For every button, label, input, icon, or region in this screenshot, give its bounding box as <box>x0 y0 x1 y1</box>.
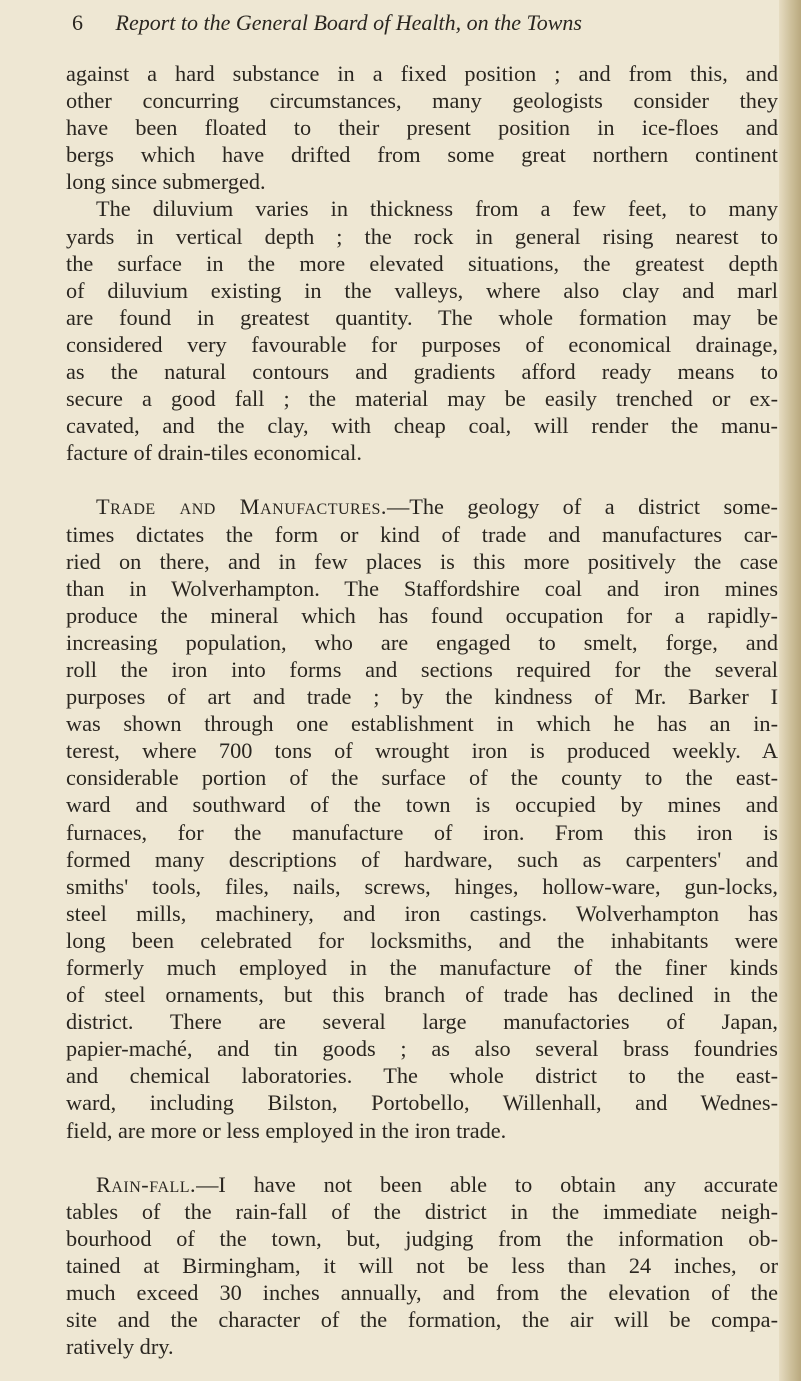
text-line: of steel ornaments, but this branch of trade has declined in the <box>66 982 778 1008</box>
paragraph-glacial-origin <box>66 60 778 195</box>
text-line: site and the character of the formation, the air will be compa- <box>66 1307 778 1333</box>
text-line: yards in vertical depth ; the rock in general rising nearest to <box>66 223 778 249</box>
paragraph-rain-fall <box>66 1171 778 1361</box>
text-line: have been floated to their present position in ice-floes and <box>66 115 778 141</box>
paragraph-gap <box>66 1144 778 1171</box>
text-line: steel mills, machinery, and iron castings. Wolverhampton has <box>66 900 778 926</box>
text-line: than in Wolverhampton. The Staffordshire coal and iron mines <box>66 575 778 601</box>
text-line: was shown through one establishment in which he has an in- <box>66 711 778 737</box>
paragraph-diluvium <box>66 195 778 466</box>
page-number: 6 <box>72 10 83 35</box>
text-line: tables of the rain-fall of the district in the immediate neigh- <box>66 1198 778 1224</box>
text-line-content: —I have not been able to obtain any accurate <box>196 1171 778 1197</box>
text-line: tained at Birmingham, it will not be less than 24 inches, or <box>66 1252 778 1278</box>
text-line: papier-maché, and tin goods ; as also several brass foundries <box>66 1036 778 1062</box>
text-line: formed many descriptions of hardware, such as carpenters' and <box>66 846 778 872</box>
page-edge-shadow <box>779 0 801 1381</box>
section-heading: Trade and Manufactures. <box>96 494 387 520</box>
text-line: long since submerged. <box>66 169 266 195</box>
running-header <box>72 8 712 38</box>
text-line: are found in greatest quantity. The whole formation may be <box>66 304 778 330</box>
text-line: times dictates the form or kind of trade and manufactures car- <box>66 521 778 547</box>
text-line: against a hard substance in a fixed position ; and from this, and <box>66 61 778 86</box>
text-line: produce the mineral which has found occupation for a rapidly- <box>66 602 778 628</box>
text-line: long been celebrated for locksmiths, and the inhabitants were <box>66 927 778 953</box>
paragraph-gap <box>66 466 778 493</box>
text-line: and chemical laboratories. The whole district to the east- <box>66 1063 778 1089</box>
section-heading: Rain-fall. <box>96 1171 197 1197</box>
body-text <box>66 60 778 1360</box>
text-line: field, are more or less employed in the iron trade. <box>66 1117 507 1143</box>
text-line: of diluvium existing in the valleys, where also clay and marl <box>66 277 778 303</box>
text-line: district. There are several large manufactories of Japan, <box>66 1009 778 1035</box>
text-line <box>66 493 778 520</box>
text-line: ried on there, and in few places is this more positively the case <box>66 548 778 574</box>
text-line: smiths' tools, files, nails, screws, hinges, hollow-ware, gun-locks, <box>66 873 778 899</box>
text-line: considerable portion of the surface of the county to the east- <box>66 765 778 791</box>
text-line: ratively dry. <box>66 1334 174 1360</box>
text-line: The diluvium varies in thickness from a few feet, to many <box>96 196 778 222</box>
text-line: bourhood of the town, but, judging from the information ob- <box>66 1225 778 1251</box>
text-line: formerly much employed in the manufacture of the finer kinds <box>66 955 778 980</box>
text-line: roll the iron into forms and sections required for the several <box>66 656 778 682</box>
text-line: the surface in the more elevated situations, the greatest depth <box>66 250 778 276</box>
text-line: secure a good fall ; the material may be easily trenched or ex- <box>66 386 778 412</box>
text-line: purposes of art and trade ; by the kindness of Mr. Barker I <box>66 684 778 710</box>
text-line: considered very favourable for purposes of economical drainage, <box>66 331 778 357</box>
text-line: furnaces, for the manufacture of iron. From this iron is <box>66 819 778 845</box>
text-line: other concurring circumstances, many geologists consider they <box>66 88 778 114</box>
text-line-content: —The geology of a district some- <box>386 494 778 520</box>
text-line: as the natural contours and gradients afford ready means to <box>66 359 778 385</box>
text-line: bergs which have drifted from some great northern continent <box>66 142 778 168</box>
text-line: cavated, and the clay, with cheap coal, will render the manu- <box>66 413 778 439</box>
text-line: ward, including Bilston, Portobello, Willenhall, and Wednes- <box>66 1090 778 1116</box>
paragraph-trade-and-manufactures <box>66 493 778 1143</box>
text-line: terest, where 700 tons of wrought iron is produced weekly. A <box>66 738 778 764</box>
text-line: ward and southward of the town is occupied by mines and <box>66 792 778 818</box>
text-line <box>66 1171 778 1198</box>
text-line: increasing population, who are engaged to smelt, forge, and <box>66 629 778 655</box>
running-title: Report to the General Board of Health, on the Towns <box>115 10 582 35</box>
text-line: much exceed 30 inches annually, and from the elevation of the <box>66 1280 778 1306</box>
text-line: facture of drain-tiles economical. <box>66 440 362 466</box>
